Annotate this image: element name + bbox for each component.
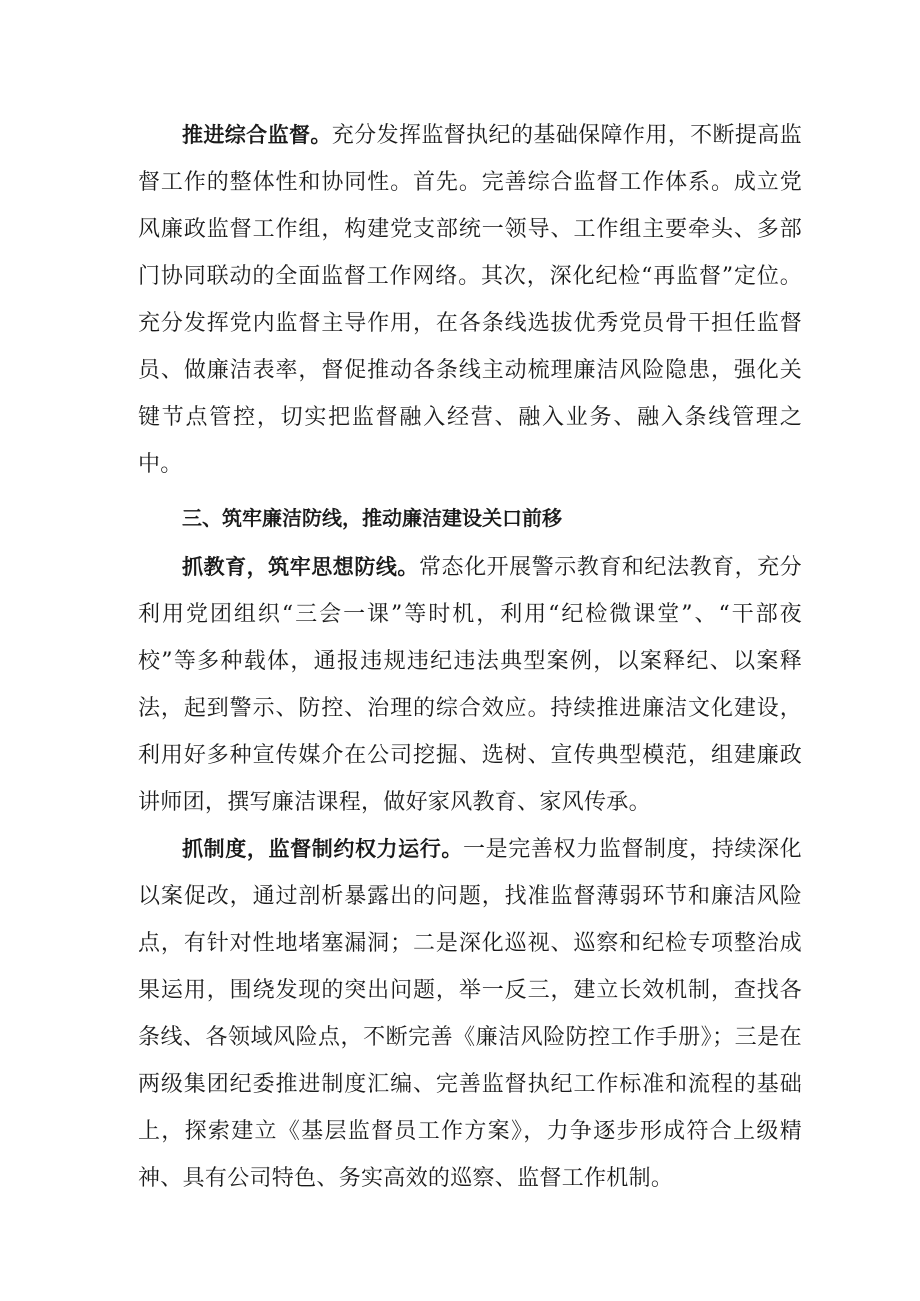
paragraph-system [138,826,802,1202]
paragraph-body: 常态化开展警示教育和纪法教育，充分利用党团组织“三会一课”等时机，利用“纪检微课堂”、“干部夜校”等多种载体，通报违规违纪违法典型案例，以案释纪、以案释法，起到警示、防控、治理的综合效应。持续推进廉洁文化建设，利用好多种宣传媒介在公司挖掘、选树、宣传典型模范，组建廉政讲师团，撰写廉洁课程，做好家风教育、家风传承。 [138,555,802,815]
paragraph-lead: 推进综合监督。 [182,123,332,147]
paragraph-education [138,544,802,826]
paragraph-comprehensive-supervision [138,112,802,488]
document-page [138,112,802,1202]
paragraph-body: 充分发挥监督执纪的基础保障作用，不断提高监督工作的整体性和协同性。首先。完善综合监督工作体系。成立党风廉政监督工作组，构建党支部统一领导、工作组主要牵头、多部门协同联动的全面监督工作网络。其次，深化纪检“再监督”定位。充分发挥党内监督主导作用，在各条线选拔优秀党员骨干担任监督员、做廉洁表率，督促推动各条线主动梳理廉洁风险隐患，强化关键节点管控，切实把监督融入经营、融入业务、融入条线管理之中。 [138,123,802,477]
paragraph-lead: 抓教育，筑牢思想防线。 [182,555,419,579]
section-heading: 三、筑牢廉洁防线，推动廉洁建设关口前移 [182,506,562,530]
paragraph-body: 一是完善权力监督制度，持续深化以案促改，通过剖析暴露出的问题，找准监督薄弱环节和廉洁风险点，有针对性地堵塞漏洞；二是深化巡视、巡察和纪检专项整治成果运用，围绕发现的突出问题，举一反三，建立长效机制，查找各条线、各领域风险点，不断完善《廉洁风险防控工作手册》；三是在两级集团纪委推进制度汇编、完善监督执纪工作标准和流程的基础上，探索建立《基层监督员工作方案》，力争逐步形成符合上级精神、具有公司特色、务实高效的巡察、监督工作机制。 [138,837,802,1191]
paragraph-lead: 抓制度，监督制约权力运行。 [182,837,464,861]
